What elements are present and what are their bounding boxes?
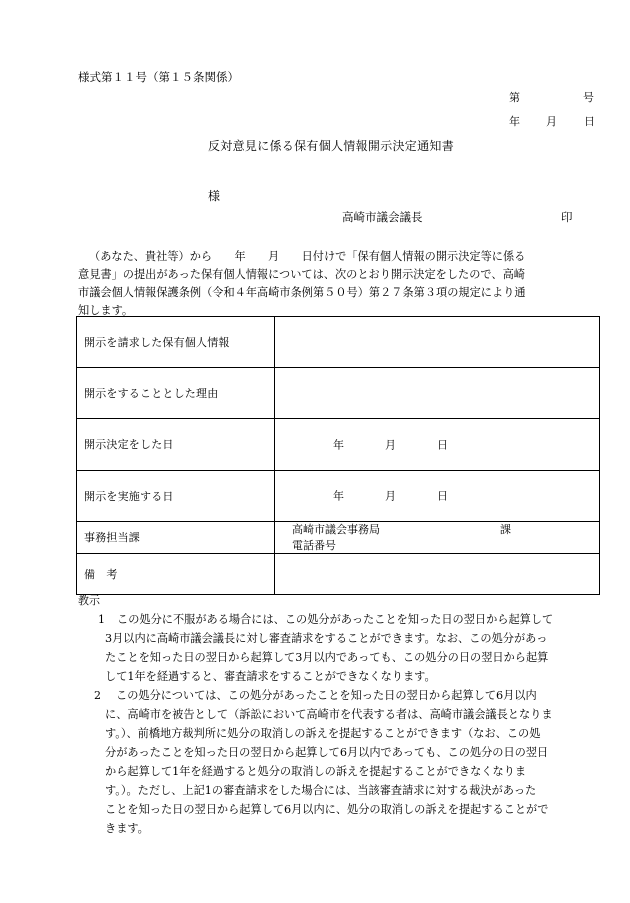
intro-line: 意見書」の提出があった保有個人情報については、次のとおり開示決定をしたので、高崎	[78, 268, 525, 281]
form-number: 様式第１１号（第１５条関係）	[78, 70, 239, 84]
table-row	[77, 554, 600, 595]
issue-date-month: 月	[546, 115, 557, 128]
note-line: 分があったことを知った日の翌日から起算して6月以内であっても、この処分の日の翌日	[105, 746, 549, 759]
row-label-reason: 開示をすることとした理由	[77, 368, 275, 419]
issue-date-day: 日	[584, 115, 595, 128]
row-label-remarks: 備 考	[77, 554, 275, 595]
office-name: 高崎市議会事務局	[292, 523, 380, 536]
decision-date-day: 日	[437, 438, 448, 451]
intro-paragraph	[78, 248, 600, 320]
note-line: ことを知った日の翌日から起算して6月以内に、処分の取消しの訴えを提起することがで	[105, 803, 549, 816]
table-row	[77, 471, 600, 522]
note-line: す。）。ただし、上記1の審査請求をした場合には、当該審査請求に対する裁決があった	[105, 784, 537, 797]
department-field[interactable]	[275, 522, 600, 554]
reason-field[interactable]	[275, 368, 600, 419]
note-line: この処分に不服がある場合には、この処分があったことを知った日の翌日から起算して	[117, 613, 554, 626]
implementation-date-field[interactable]	[275, 471, 600, 522]
note-line: たことを知った日の翌日から起算して3月以内であっても、この処分の日の翌日から起算	[105, 651, 549, 664]
row-label-decision-date: 開示決定をした日	[77, 419, 275, 471]
table-row	[77, 368, 600, 419]
decision-date-field[interactable]	[275, 419, 600, 471]
note-number: 2	[94, 689, 101, 702]
intro-line: 知します。	[78, 304, 134, 317]
note-line: から起算して1年を経過すると処分の取消しの訴えを提起することができなくなりま	[105, 765, 527, 778]
implementation-date-month: 月	[385, 489, 396, 503]
intro-line: 市議会個人情報保護条例（令和４年高崎市条例第５０号）第２７条第３項の規定により通	[78, 286, 526, 299]
table-row	[77, 419, 600, 471]
row-label-implementation-date: 開示を実施する日	[77, 471, 275, 522]
row-label-department: 事務担当課	[77, 522, 275, 554]
decision-date-year: 年	[333, 438, 344, 451]
sender-name: 高崎市議会議長	[342, 210, 423, 224]
implementation-date-day: 日	[437, 489, 448, 503]
issue-number-suffix: 号	[583, 91, 594, 104]
table-row	[77, 317, 600, 368]
remarks-field[interactable]	[275, 554, 600, 595]
disclosure-info-table	[76, 316, 600, 595]
intro-line: （あなた、貴社等）から 年 月 日付けで「保有個人情報の開示決定等に係る	[89, 250, 526, 263]
notes-heading: 教示	[78, 594, 100, 607]
implementation-date-year: 年	[333, 489, 344, 503]
decision-date-month: 月	[385, 438, 396, 451]
note-line: 3月以内に高崎市議会議長に対し審査請求をすることができます。なお、この処分があっ	[105, 632, 548, 645]
phone-label: 電話番号	[292, 539, 336, 552]
section-suffix: 課	[500, 523, 511, 536]
issue-number-prefix: 第	[509, 91, 520, 104]
requested-info-field[interactable]	[275, 317, 600, 368]
note-line: この処分については、この処分があったことを知った日の翌日から起算して6月以内	[116, 689, 537, 702]
note-line: す。）、前橋地方裁判所に処分の取消しの訴えを提起することができます（なお、この処	[105, 727, 541, 740]
note-line: して1年を経過すると、審査請求をすることができなくなります。	[105, 670, 436, 683]
table-row	[77, 522, 600, 554]
row-label-requested-info: 開示を請求した保有個人情報	[77, 317, 275, 368]
note-number: 1	[98, 613, 105, 626]
document-title: 反対意見に係る保有個人情報開示決定通知書	[208, 139, 455, 153]
issue-date-year: 年	[509, 115, 520, 128]
seal-mark: 印	[561, 210, 573, 224]
addressee-suffix: 様	[208, 189, 221, 203]
note-line: きます。	[105, 822, 149, 835]
note-line: に、高崎市を被告として（訴訟において高崎市を代表する者は、高崎市議会議長となりま	[105, 708, 553, 721]
